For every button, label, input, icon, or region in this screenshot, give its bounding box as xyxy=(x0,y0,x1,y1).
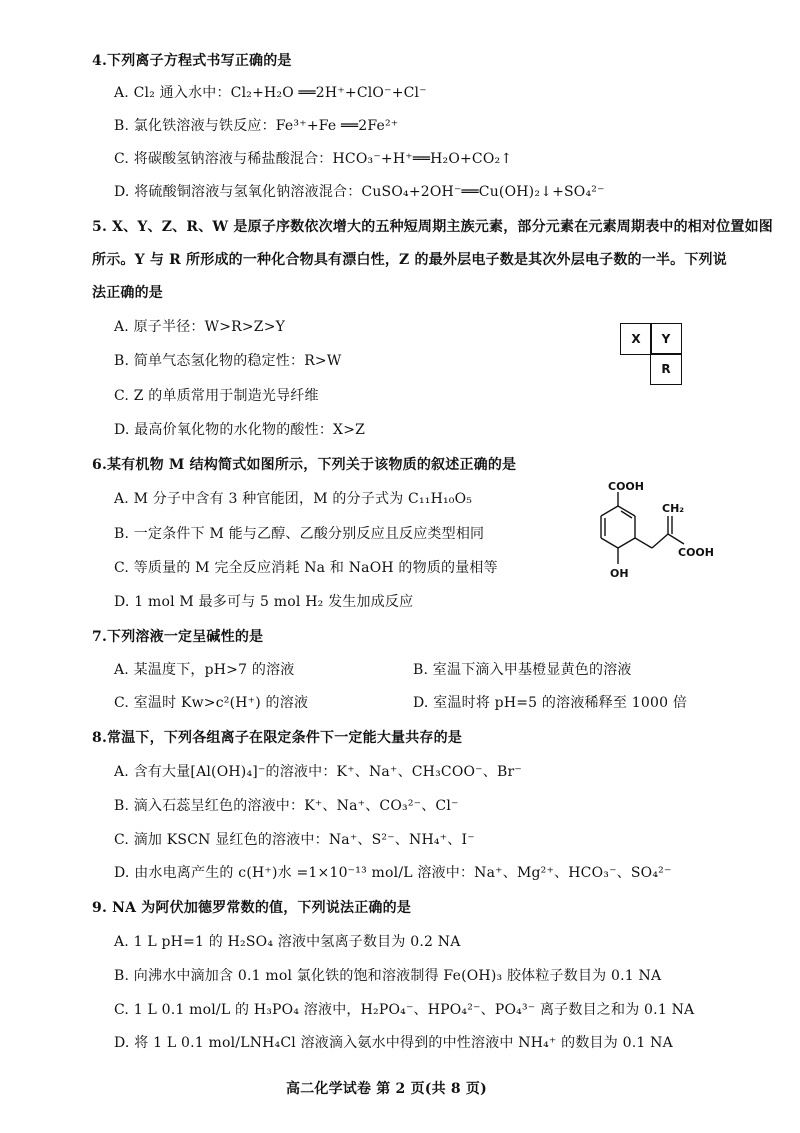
question-5-option-d: D. 最高价氧化物的水化物的酸性：X>Z xyxy=(114,422,366,438)
question-9-option-a: A. 1 L pH=1 的 H₂SO₄ 溶液中氢离子数目为 0.2 NA xyxy=(114,934,461,950)
question-9-stem: 9. NA 为阿伏加德罗常数的值，下列说法正确的是 xyxy=(92,900,412,916)
question-5-stem-line-3: 法正确的是 xyxy=(92,285,163,301)
question-4-stem: 4.下列离子方程式书写正确的是 xyxy=(92,53,292,69)
question-9-option-d: D. 将 1 L 0.1 mol/LNH₄Cl 溶液滴入氨水中得到的中性溶液中 NH₄⁺ 的数目为 0.1 NA xyxy=(114,1035,673,1051)
question-4-option-c: C. 将碳酸氢钠溶液与稀盐酸混合：HCO₃⁻+H⁺══H₂O+CO₂↑ xyxy=(114,151,513,167)
label-cooh-top: COOH xyxy=(608,480,644,493)
table-cell-x: X xyxy=(620,323,652,355)
table-cell-y: Y xyxy=(650,323,682,355)
question-5-stem-line-1: 5. X、Y、Z、R、W 是原子序数依次增大的五种短周期主族元素，部分元素在元素周期表中的相对位置如图 xyxy=(92,219,773,235)
question-5-option-c: C. Z 的单质常用于制造光导纤维 xyxy=(114,388,319,404)
question-7-stem: 7.下列溶液一定呈碱性的是 xyxy=(92,629,264,645)
page-footer: 高二化学试卷 第 2 页(共 8 页) xyxy=(286,1081,487,1097)
question-6-option-c: C. 等质量的 M 完全反应消耗 Na 和 NaOH 的物质的量相等 xyxy=(114,560,498,576)
label-ch2: CH₂ xyxy=(662,502,685,515)
question-8-option-a: A. 含有大量[Al(OH)₄]⁻的溶液中：K⁺、Na⁺、CH₃COO⁻、Br⁻ xyxy=(114,764,522,780)
question-5-stem-line-2: 所示。Y 与 R 所形成的一种化合物具有漂白性，Z 的最外层电子数是其次外层电子数的一半。下列说 xyxy=(92,252,727,268)
question-6-option-d: D. 1 mol M 最多可与 5 mol H₂ 发生加成反应 xyxy=(114,594,414,610)
question-4-option-b: B. 氯化铁溶液与铁反应：Fe³⁺+Fe ══2Fe²⁺ xyxy=(114,118,399,134)
question-8-option-d: D. 由水电离产生的 c(H⁺)水 =1×10⁻¹³ mol/L 溶液中：Na⁺、Mg²⁺、HCO₃⁻、SO₄²⁻ xyxy=(114,865,672,881)
question-9-option-b: B. 向沸水中滴加含 0.1 mol 氯化铁的饱和溶液制得 Fe(OH)₃ 胶体粒子数目为 0.1 NA xyxy=(114,968,662,984)
question-7-option-c: C. 室温时 Kw>c²(H⁺) 的溶液 xyxy=(114,695,309,711)
question-4-option-a: A. Cl₂ 通入水中：Cl₂+H₂O ══2H⁺+ClO⁻+Cl⁻ xyxy=(114,85,427,101)
question-6-option-a: A. M 分子中含有 3 种官能团，M 的分子式为 C₁₁H₁₀O₅ xyxy=(114,491,473,507)
question-8-stem: 8.常温下，下列各组离子在限定条件下一定能大量共存的是 xyxy=(92,730,463,746)
question-8-option-c: C. 滴加 KSCN 显红色的溶液中：Na⁺、S²⁻、NH₄⁺、I⁻ xyxy=(114,832,475,848)
question-8-option-b: B. 滴入石蕊呈红色的溶液中：K⁺、Na⁺、CO₃²⁻、Cl⁻ xyxy=(114,798,459,814)
question-7-option-a: A. 某温度下，pH>7 的溶液 xyxy=(114,662,295,678)
structure-drawing xyxy=(588,480,728,600)
question-4-option-d: D. 将硫酸铜溶液与氢氧化钠溶液混合：CuSO₄+2OH⁻══Cu(OH)₂↓+SO₄²⁻ xyxy=(114,184,605,200)
question-5-option-b: B. 简单气态氢化物的稳定性：R>W xyxy=(114,353,342,369)
label-cooh-side: COOH xyxy=(678,546,714,559)
question-9-option-c: C. 1 L 0.1 mol/L 的 H₃PO₄ 溶液中，H₂PO₄⁻、HPO₄²⁻、PO₄³⁻ 离子数目之和为 0.1 NA xyxy=(114,1002,695,1018)
question-6-stem: 6.某有机物 M 结构简式如图所示，下列关于该物质的叙述正确的是 xyxy=(92,457,517,473)
question-7-option-d: D. 室温时将 pH=5 的溶液稀释至 1000 倍 xyxy=(413,695,688,711)
table-cell-r: R xyxy=(650,353,682,385)
question-6-option-b: B. 一定条件下 M 能与乙醇、乙酸分别反应且反应类型相同 xyxy=(114,526,485,542)
label-oh: OH xyxy=(610,567,629,580)
molecule-m-structure xyxy=(588,480,728,600)
question-5-option-a: A. 原子半径：W>R>Z>Y xyxy=(114,319,286,335)
question-7-option-b: B. 室温下滴入甲基橙显黄色的溶液 xyxy=(413,662,632,678)
